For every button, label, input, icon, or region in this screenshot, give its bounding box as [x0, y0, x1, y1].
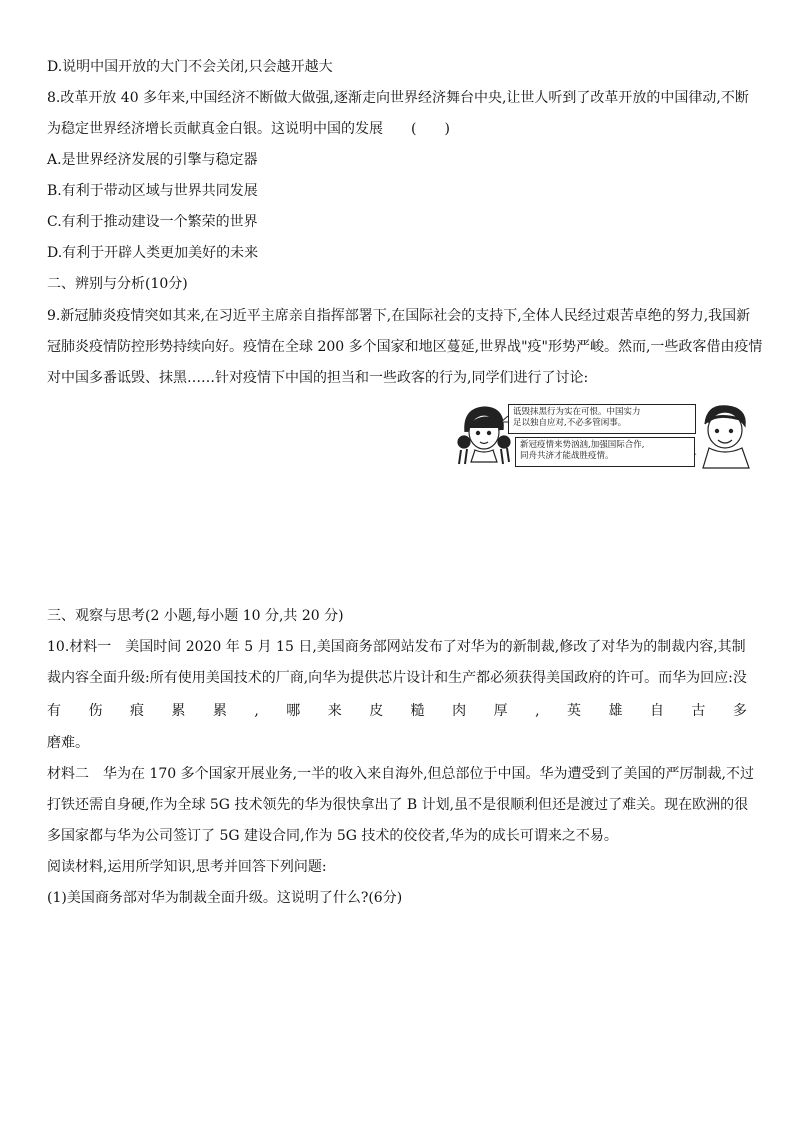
char: 英 [567, 703, 581, 719]
q8-stem-line2: 为稳定世界经济增长贡献真金白银。这说明中国的发展 ( ) [47, 121, 450, 137]
char: , [535, 703, 540, 719]
bubble2-line2: 同舟共济才能战胜疫情。 [520, 451, 614, 461]
bubble1-line1: 诋毁抹黑行为实在可恨。中国实力 [513, 407, 641, 417]
char: 皮 [369, 703, 384, 719]
char: 伤 [88, 703, 103, 719]
q10-material1-line3 [47, 701, 747, 721]
q10-material1-line4: 磨难。 [47, 735, 89, 751]
char: 来 [327, 703, 342, 719]
q7-option-d: D.说明中国开放的大门不会关闭,只会越开越大 [47, 59, 333, 75]
boy-figure [703, 406, 749, 468]
char: 痕 [129, 703, 144, 719]
discussion-illustration [455, 402, 750, 470]
char: 肉 [452, 703, 467, 719]
q10-material2-line3: 多国家都与华为公司签订了 5G 建设合同,作为 5G 技术的佼佼者,华为的成长可谓来之不易。 [47, 828, 618, 844]
q9-line1: 9.新冠肺炎疫情突如其来,在习近平主席亲自指挥部署下,在国际社会的支持下,全体人民经过艰苦卓绝的努力,我国新 [47, 308, 751, 324]
char: 有 [47, 703, 61, 719]
q10-material2-line1: 材料二 华为在 170 多个国家开展业务,一半的收入来自海外,但总部位于中国。华为遭受到了美国的严厉制裁,不过 [47, 766, 754, 782]
q10-material1-line1: 10.材料一 美国时间 2020 年 5 月 15 日,美国商务部网站发布了对华为的新制裁,修改了对华为的制裁内容,其制 [47, 639, 746, 655]
char: 糙 [410, 703, 425, 719]
q8-option-b: B.有利于带动区域与世界共同发展 [47, 183, 258, 199]
char: 自 [649, 703, 664, 719]
q10-material1-line2: 裁内容全面升级:所有使用美国技术的厂商,向华为提供芯片设计和生产都必须获得美国政府的许可。而华为回应:没 [47, 670, 747, 686]
char: 厚 [493, 703, 508, 719]
char: 累 [171, 703, 186, 719]
section2-title: 二、辨别与分析(10分) [47, 276, 188, 292]
char: , [254, 703, 259, 719]
q9-line3: 对中国多番诋毁、抹黑……针对疫情下中国的担当和一些政客的行为,同学们进行了讨论: [47, 370, 589, 386]
char: 古 [691, 703, 706, 719]
char: 累 [212, 703, 227, 719]
q10-sub-question-1: (1)美国商务部对华为制裁全面升级。这说明了什么?(6分) [47, 890, 403, 906]
char: 多 [732, 703, 747, 719]
char: 哪 [286, 703, 301, 719]
speech-bubble-girl [508, 404, 696, 434]
q10-material2-line2: 打铁还需自身硬,作为全球 5G 技术领先的华为很快拿出了 B 计划,虽不是很顺利但还是渡过了难关。现在欧洲的很 [47, 797, 749, 813]
speech-bubble-boy [515, 437, 695, 467]
q8-option-c: C.有利于推动建设一个繁荣的世界 [47, 214, 258, 230]
q8-stem-line1: 8.改革开放 40 多年来,中国经济不断做大做强,逐渐走向世界经济舞台中央,让世人听到了改革开放的中国律动,不断 [47, 90, 749, 106]
bubble2-line1: 新冠疫情来势汹汹,加强国际合作, [520, 440, 645, 450]
q10-instruction: 阅读材料,运用所学知识,思考并回答下列问题: [47, 859, 327, 875]
q8-option-d: D.有利于开辟人类更加美好的未来 [47, 245, 259, 261]
bubble1-line2: 足以独自应对,不必多管闲事。 [513, 418, 627, 428]
char: 雄 [608, 703, 623, 719]
q8-option-a: A.是世界经济发展的引擎与稳定器 [47, 152, 258, 168]
section3-title: 三、观察与思考(2 小题,每小题 10 分,共 20 分) [47, 608, 344, 624]
girl-figure [458, 407, 510, 464]
q9-line2: 冠肺炎疫情防控形势持续向好。疫情在全球 200 多个国家和地区蔓延,世界战"疫"形势严峻。然而,一些政客借由疫情 [47, 339, 763, 355]
